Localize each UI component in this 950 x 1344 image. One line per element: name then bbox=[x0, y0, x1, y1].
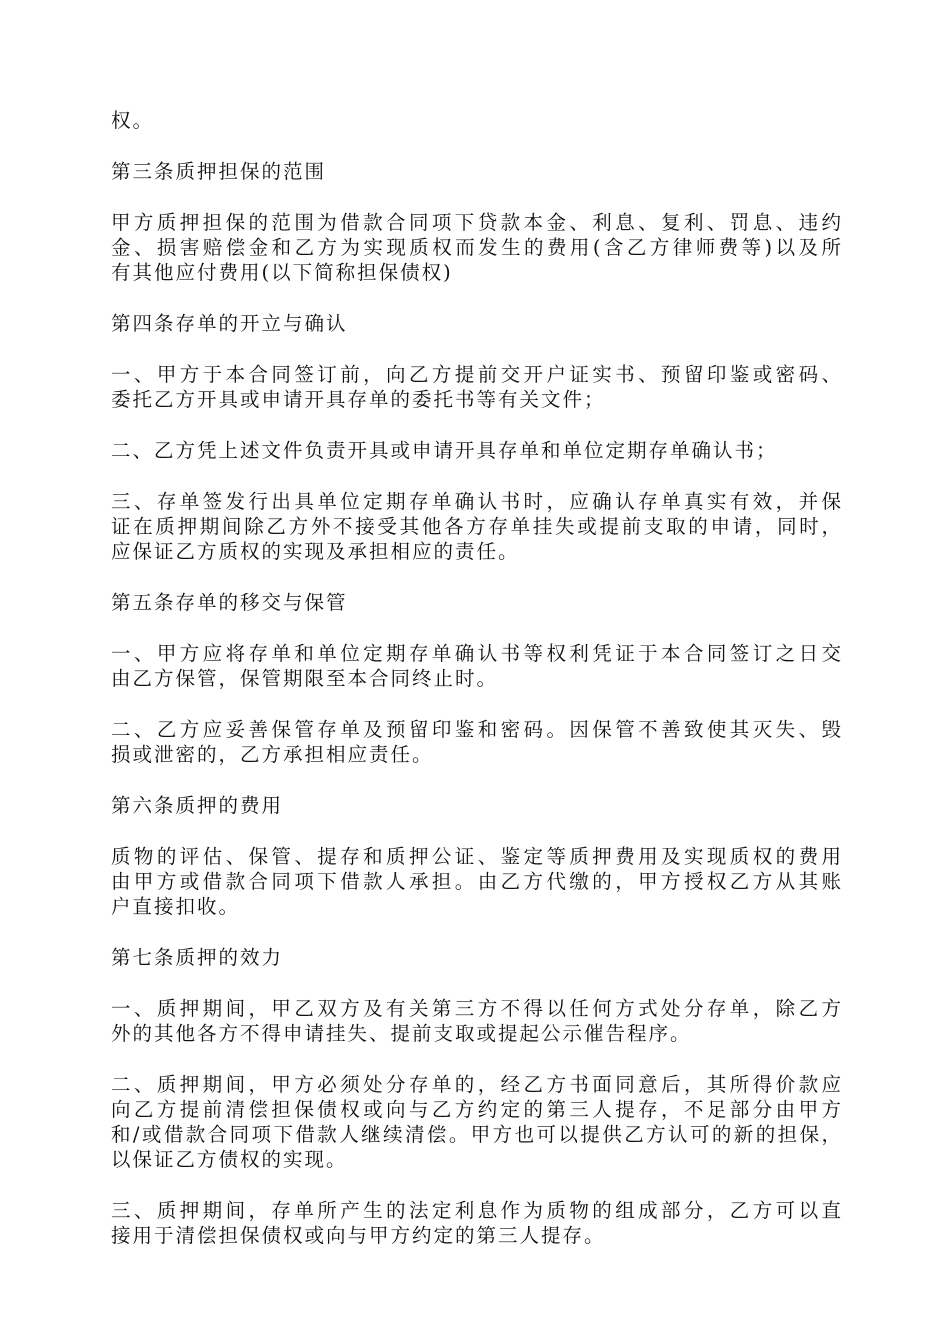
text-line: 二、乙方应妥善保管存单及预留印鉴和密码。因保管不善致使其灭失、毁 bbox=[111, 718, 843, 741]
text-line: 户直接扣收。 bbox=[111, 895, 241, 918]
text-line: 损或泄密的，乙方承担相应责任。 bbox=[111, 743, 434, 766]
text-line: 三、质押期间，存单所产生的法定利息作为质物的组成部分，乙方可以直 bbox=[111, 1199, 843, 1222]
text-line: 一、甲方应将存单和单位定期存单确认书等权利凭证于本合同签订之日交 bbox=[111, 642, 843, 665]
text-line: 一、甲方于本合同签订前，向乙方提前交开户证实书、预留印鉴或密码、 bbox=[111, 363, 843, 386]
text-line: 外的其他各方不得申请挂失、提前支取或提起公示催告程序。 bbox=[111, 1022, 692, 1045]
paragraph-article-7-item-3 bbox=[111, 1198, 843, 1248]
text-line: 接用于清偿担保债权或向与甲方约定的第三人提存。 bbox=[111, 1224, 606, 1247]
section-heading-article-6 bbox=[111, 793, 843, 818]
text-line: 证在质押期间除乙方外不接受其他各方存单挂失或提前支取的申请，同时， bbox=[111, 515, 843, 538]
paragraph-article-6 bbox=[111, 844, 843, 919]
heading-text: 第三条质押担保的范围 bbox=[111, 160, 327, 183]
heading-text: 第四条存单的开立与确认 bbox=[111, 312, 348, 335]
heading-text: 第七条质押的效力 bbox=[111, 946, 284, 969]
section-heading-article-5 bbox=[111, 590, 843, 615]
paragraph-article-5-item-1 bbox=[111, 641, 843, 691]
document-page bbox=[111, 108, 843, 1274]
section-heading-article-7 bbox=[111, 945, 843, 970]
text-line: 由乙方保管，保管期限至本合同终止时。 bbox=[111, 667, 499, 690]
paragraph-article-5-item-2 bbox=[111, 717, 843, 767]
text-line: 二、乙方凭上述文件负责开具或申请开具存单和单位定期存单确认书； bbox=[111, 439, 778, 462]
text-line: 质物的评估、保管、提存和质押公证、鉴定等质押费用及实现质权的费用 bbox=[111, 845, 843, 868]
text-line: 有其他应付费用(以下简称担保债权) bbox=[111, 261, 453, 284]
text-line: 三、存单签发行出具单位定期存单确认书时，应确认存单真实有效，并保 bbox=[111, 490, 843, 513]
text-line: 应保证乙方质权的实现及承担相应的责任。 bbox=[111, 540, 520, 563]
text-line: 二、质押期间，甲方必须处分存单的，经乙方书面同意后，其所得价款应 bbox=[111, 1073, 843, 1096]
heading-text: 第六条质押的费用 bbox=[111, 794, 284, 817]
text-line: 权。 bbox=[111, 109, 155, 132]
section-heading-article-3 bbox=[111, 159, 843, 184]
paragraph-article-7-item-2 bbox=[111, 1072, 843, 1172]
paragraph-article-3 bbox=[111, 210, 843, 285]
section-heading-article-4 bbox=[111, 311, 843, 336]
paragraph-article-4-item-3 bbox=[111, 489, 843, 564]
text-line: 以保证乙方债权的实现。 bbox=[111, 1148, 348, 1171]
text-line: 金、损害赔偿金和乙方为实现质权而发生的费用(含乙方律师费等)以及所 bbox=[111, 236, 843, 259]
paragraph-fragment bbox=[111, 108, 843, 133]
paragraph-article-4-item-2 bbox=[111, 438, 843, 463]
text-line: 甲方质押担保的范围为借款合同项下贷款本金、利息、复利、罚息、违约 bbox=[111, 211, 843, 234]
text-line: 一、质押期间，甲乙双方及有关第三方不得以任何方式处分存单，除乙方 bbox=[111, 997, 843, 1020]
text-line: 和/或借款合同项下借款人继续清偿。甲方也可以提供乙方认可的新的担保， bbox=[111, 1123, 843, 1146]
paragraph-article-4-item-1 bbox=[111, 362, 843, 412]
text-line: 向乙方提前清偿担保债权或向与乙方约定的第三人提存，不足部分由甲方 bbox=[111, 1098, 843, 1121]
text-line: 委托乙方开具或申请开具存单的委托书等有关文件； bbox=[111, 388, 606, 411]
heading-text: 第五条存单的移交与保管 bbox=[111, 591, 348, 614]
text-line: 由甲方或借款合同项下借款人承担。由乙方代缴的，甲方授权乙方从其账 bbox=[111, 870, 843, 893]
paragraph-article-7-item-1 bbox=[111, 996, 843, 1046]
